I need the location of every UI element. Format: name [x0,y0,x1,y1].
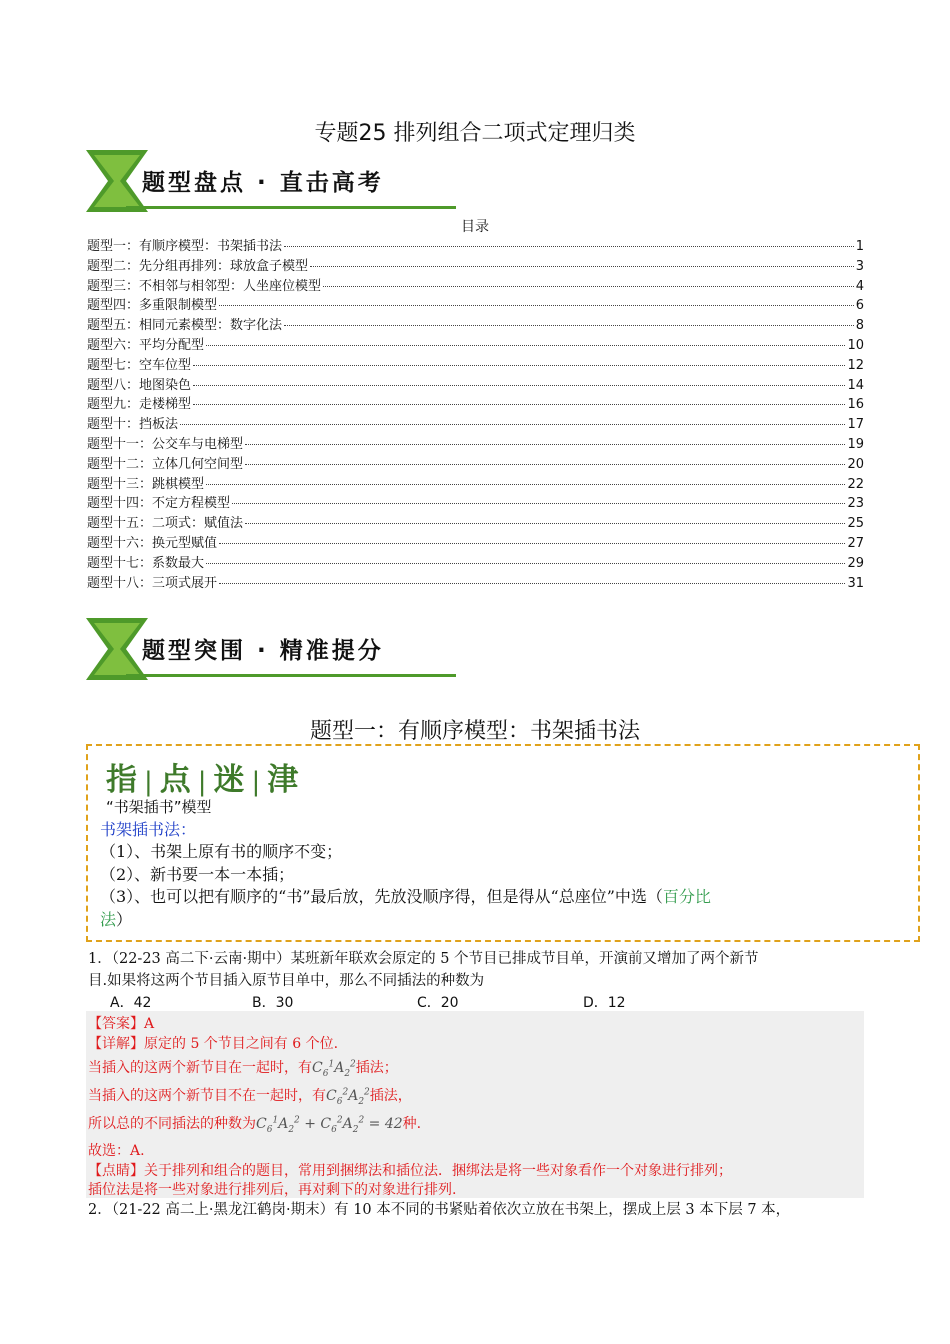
toc-entry-page: 12 [847,357,864,373]
toc-entry-page: 4 [855,278,864,294]
tip-line-3-cont: 法） [100,909,133,929]
detail-line-1: 【详解】原定的 5 个节目之间有 6 个位. [88,1036,339,1052]
toc-entry-page: 14 [847,377,864,393]
toc-entry-page: 17 [847,417,864,433]
tip-header-char: 迷 [213,762,248,798]
toc-entry[interactable] [87,275,864,295]
formula-c62a22: $C_6^2A_2^2$ [326,1087,370,1107]
formula-sum: $C_6^1A_2^2 + C_6^2A_2^2 = 42$ [256,1115,403,1135]
section-heading: 题型一：有顺序模型：书架插书法 [309,719,640,744]
toc-leader-dots [206,345,845,346]
toc-entry-label: 题型十七：系数最大 [87,555,205,571]
toc-entry-page: 10 [847,337,864,353]
toc-entry-page: 1 [855,239,864,254]
toc-leader-dots [193,365,845,366]
banner-2-text: 题型突围 · 精准提分 [142,638,384,664]
toc-entry-label: 题型六：平均分配型 [87,337,205,353]
tip-box [86,744,920,942]
toc-entry-page: 20 [847,456,864,472]
toc-leader-dots [284,246,854,247]
toc-entry-label: 题型二：先分组再排列：球放盒子模型 [87,258,309,274]
banner-1-text: 题型盘点 · 直击高考 [142,170,384,196]
toc-entry[interactable] [87,572,864,592]
comment-line-2: 插位法是将一些对象进行排列后，再对剩下的对象进行排列. [88,1182,457,1198]
toc-entry-page: 23 [847,496,864,512]
toc-entry-label: 题型十六：换元型赋值 [87,535,218,551]
toc-entry[interactable] [87,354,864,374]
toc-entry[interactable] [87,473,864,493]
section-banner-2 [86,618,458,680]
tip-line-3: （3）、也可以把有顺序的“书”最后放，先放没顺序得，但是得从“总座位”中选（百分比 [100,887,711,906]
toc-leader-dots [193,404,845,405]
toc-leader-dots [193,385,845,386]
toc-entry[interactable] [87,413,864,433]
toc-entry-page: 22 [847,476,864,492]
toc-entry-label: 题型七：空车位型 [87,357,192,373]
toc-entry-page: 6 [855,298,864,314]
tip-line-1: （1）、书架上原有书的顺序不变； [100,842,343,861]
toc-entry[interactable] [87,433,864,453]
choice-c: C．20 [417,995,459,1011]
toc-entry-page: 19 [847,436,864,452]
toc-entry[interactable] [87,552,864,572]
comment-line-1: 【点睛】关于排列和组合的题目，常用到捆绑法和插位法．捆绑法是将一些对象看作一个对象进行排列； [88,1163,732,1179]
detail-line-2: 当插入的这两个新节目在一起时，有$C_6^1A_2^2$插法； [88,1059,398,1079]
toc-entry-label: 题型十四：不定方程模型 [87,496,231,512]
toc-entry[interactable] [87,492,864,512]
toc-leader-dots [232,503,845,504]
section-banner-1 [86,150,458,212]
tip-header-char: 指 [106,762,140,798]
toc-leader-dots [219,543,845,544]
toc-entry-page: 8 [855,318,864,334]
tip-header: 指 | 点 | 迷 | 津 [106,762,302,798]
choice-b: B．30 [252,995,294,1011]
toc-entry-label: 题型十三：跳棋模型 [87,476,205,492]
answer-panel [86,1011,864,1198]
toc-entry[interactable] [87,512,864,532]
answer-label: 【答案】A [88,1016,155,1032]
toc-entry-label: 题型十：挡板法 [87,417,179,433]
toc-entry-label: 题型十二：立体几何空间型 [87,456,244,472]
question-1-text: 1．（22-23 高二下·云南·期中）某班新年联欢会原定的 5 个节目已排成节目单，开演前又增加了两个新节 目.如果将这两个节目插入原节目单中，那么不同插法的种数为 [88,951,759,989]
toc-leader-dots [323,286,854,287]
detail-line-4: 所以总的不同插法的种数为$C_6^1A_2^2 + C_6^2A_2^2 = 42$种. [88,1115,422,1135]
choice-a: A．42 [110,995,152,1011]
toc-entry-label: 题型五：相同元素模型：数字化法 [87,318,283,334]
toc-leader-dots [180,424,845,425]
toc-entry[interactable] [87,235,864,255]
toc-leader-dots [219,305,854,306]
choice-d: D．12 [583,995,626,1011]
toc-heading: 目录 [461,219,489,235]
toc-entry[interactable] [87,532,864,552]
table-of-contents [87,235,864,591]
tip-header-char: 津 [267,762,302,798]
toc-leader-dots [245,444,845,445]
toc-entry-label: 题型四：多重限制模型 [87,298,218,314]
tip-line-2: （2）、新书要一本一本插； [100,864,295,884]
toc-leader-dots [245,464,845,465]
toc-entry-page: 25 [847,516,864,532]
toc-leader-dots [206,563,845,564]
toc-leader-dots [206,484,845,485]
document-title: 专题25 排列组合二项式定理归类 [314,121,636,146]
toc-entry-page: 29 [847,555,864,571]
toc-leader-dots [284,325,854,326]
toc-entry-label: 题型三：不相邻与相邻型：人坐座位模型 [87,278,322,294]
detail-line-3: 当插入的这两个新节目不在一起时，有$C_6^2A_2^2$插法， [88,1087,412,1107]
toc-entry-label: 题型十五：二项式：赋值法 [87,516,244,532]
toc-leader-dots [219,583,845,584]
toc-leader-dots [310,266,854,267]
toc-entry[interactable] [87,334,864,354]
toc-entry-label: 题型八：地图染色 [87,377,192,393]
toc-entry[interactable] [87,393,864,413]
toc-leader-dots [245,523,845,524]
formula-c61a22: $C_6^1A_2^2$ [312,1059,356,1079]
toc-entry[interactable] [87,453,864,473]
conclusion: 故选：A. [88,1143,145,1159]
toc-entry-label: 题型十一：公交车与电梯型 [87,436,244,452]
toc-entry-label: 题型十八：三项式展开 [87,575,218,591]
tip-model-title: “书架插书”模型 [106,798,212,816]
toc-entry[interactable] [87,314,864,334]
toc-entry-page: 27 [847,535,864,551]
toc-entry-label: 题型一：有顺序模型：书架插书法 [87,239,283,254]
tip-header-char: 点 [159,762,194,798]
toc-entry-page: 31 [847,575,864,591]
toc-entry-page: 3 [855,258,864,274]
toc-entry[interactable] [87,374,864,394]
tip-method: 书架插书法： [100,819,197,839]
toc-entry-label: 题型九：走楼梯型 [87,397,192,413]
toc-entry[interactable] [87,255,864,275]
toc-entry-page: 16 [847,397,864,413]
question-2-text: 2．（21-22 高二上·黑龙江鹤岗·期末）有 10 本不同的书紧贴着依次立放在书架上，摆成上层 3 本下层 7 本， [88,1202,791,1218]
toc-entry[interactable] [87,294,864,314]
